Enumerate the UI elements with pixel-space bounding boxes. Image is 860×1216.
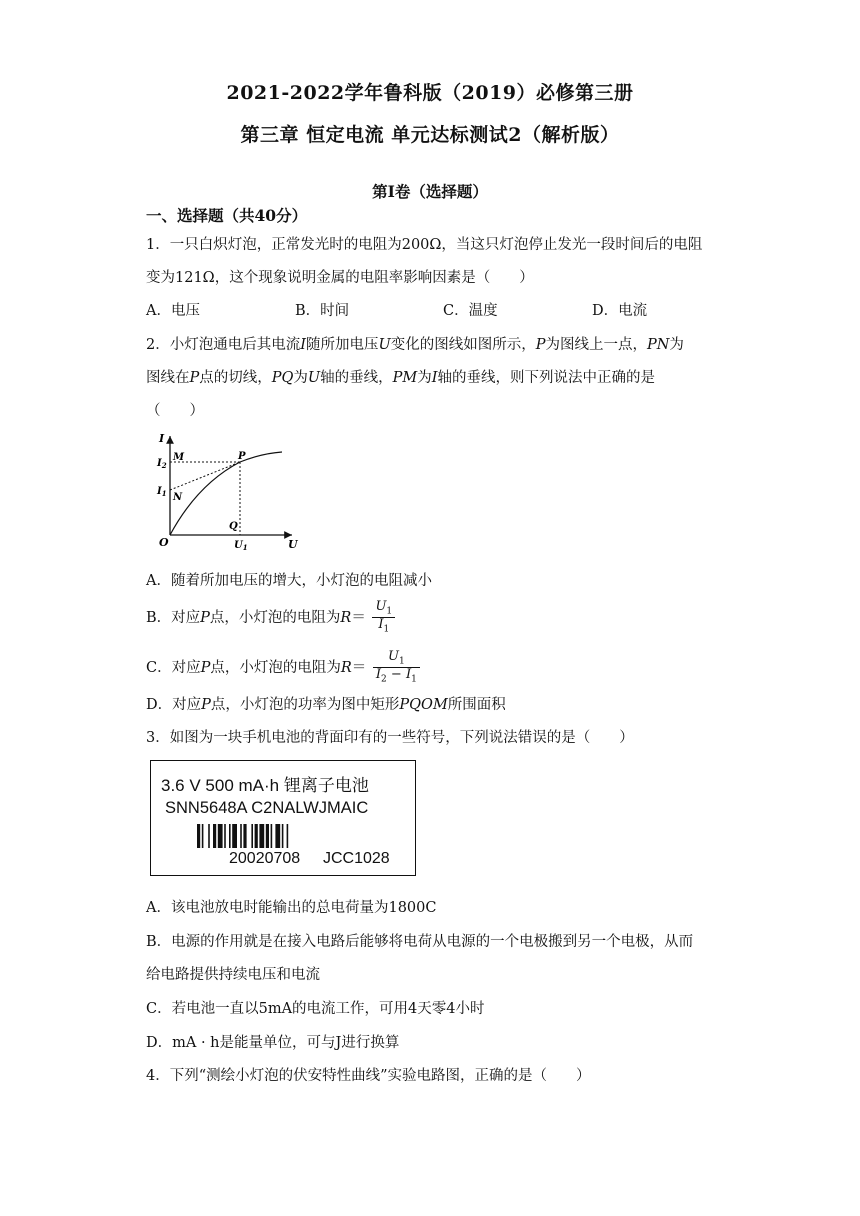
q3-option-a: A．该电池放电时能输出的总电荷量为1800C [146, 900, 437, 916]
q3-option-c: C．若电池一直以5mA的电流工作，可用4天零4小时 [146, 1001, 485, 1017]
tick-label-i2: $I_2$ [157, 458, 167, 470]
q1-line1: 1．一只白炽灯泡，正常发光时的电阻为200Ω，当这只灯泡停止发光一段时间后的电阻 [146, 237, 703, 253]
origin-label: O [159, 536, 169, 549]
point-m-label: M [173, 452, 185, 463]
barcode-bar [229, 824, 231, 848]
barcode-bar [251, 824, 253, 848]
q3-option-b-line2: 给电路提供持续电压和电流 [146, 967, 320, 983]
q2-line1: 2．小灯泡通电后其电流I随所加电压U变化的图线如图所示，P为图线上一点，PN为 [146, 337, 684, 353]
axis-label-i: I [159, 432, 165, 445]
doc-title: 2021-2022学年鲁科版（2019）必修第三册 [226, 82, 634, 104]
barcode-bar [213, 824, 216, 848]
q1-option-d: D．电流 [592, 303, 648, 319]
battery-label-row1: 3.6 V 500 mA·h 锂离子电池 [161, 776, 369, 795]
q1-option-a: A．电压 [146, 303, 200, 319]
battery-label-code: JCC1028 [323, 850, 390, 867]
q2-option-a: A．随着所加电压的增大，小灯泡的电阻减小 [146, 573, 432, 589]
section-heading: 一、选择题（共40分） [146, 206, 308, 225]
barcode-bar [287, 824, 289, 848]
axis-label-u: U [288, 538, 298, 551]
point-n-label: N [173, 492, 183, 503]
barcode-bar [266, 824, 269, 848]
barcode-bar [208, 824, 210, 848]
battery-label-row2: SNN5648A C2NALWJMAIC [165, 799, 369, 817]
fraction-u1-i1: $\frac{U_1}{I_1}$ [372, 600, 395, 636]
barcode-bar [218, 824, 223, 848]
barcode-bar [259, 824, 264, 848]
point-q-label: Q [229, 521, 238, 532]
q3-stem: 3．如图为一块手机电池的背面印有的一些符号，下列说法错误的是（ ） [146, 730, 634, 746]
q1-option-b: B．时间 [295, 303, 350, 319]
battery-label [150, 760, 416, 876]
barcode-bar [224, 824, 226, 848]
barcode-bar [271, 824, 273, 848]
barcode-bar [243, 824, 246, 848]
q3-option-d: D．mA · h是能量单位，可与J进行换算 [146, 1035, 400, 1051]
q2-line2: 图线在P点的切线，PQ为U轴的垂线，PM为I轴的垂线，则下列说法中正确的是 [146, 370, 655, 386]
barcode-bar [197, 824, 200, 848]
tick-label-u1: $U_1$ [234, 540, 248, 552]
barcode [197, 824, 357, 852]
doc-subtitle: 第三章 恒定电流 单元达标测试2（解析版） [240, 124, 620, 146]
q1-line2: 变为121Ω，这个现象说明金属的电阻率影响因素是（ ） [146, 270, 534, 286]
volume-heading: 第Ⅰ卷（选择题） [372, 182, 488, 201]
point-p-label: P [238, 451, 246, 462]
iu-curve [170, 452, 282, 535]
barcode-bar [240, 824, 242, 848]
tick-label-i1: $I_1$ [157, 486, 167, 498]
q3-option-b-line1: B．电源的作用就是在接入电路后能够将电荷从电源的一个电极搬到另一个电极，从而 [146, 934, 694, 950]
barcode-bar [275, 824, 280, 848]
barcode-bar [232, 824, 237, 848]
q2-option-c: C．对应P点，小灯泡的电阻为R＝ $\frac{U_1}{I_2 - I_1}$ [146, 650, 422, 686]
barcode-bar [202, 824, 204, 848]
battery-label-date: 20020708 [229, 850, 301, 867]
fraction-u1-i2-minus-i1: $\frac{U_1}{I_2 - I_1}$ [373, 650, 420, 686]
iu-graph [150, 428, 310, 552]
tangent-pn [170, 462, 240, 490]
q2-line3: （ ） [146, 403, 204, 419]
q1-option-c: C．温度 [443, 303, 498, 319]
barcode-bar [255, 824, 258, 848]
q2-option-b: B．对应P点，小灯泡的电阻为R＝ $\frac{U_1}{I_1}$ [146, 600, 397, 636]
barcode-bar [282, 824, 284, 848]
q2-option-d: D．对应P点，小灯泡的功率为图中矩形PQOM所围面积 [146, 697, 506, 713]
q4-stem: 4．下列“测绘小灯泡的伏安特性曲线”实验电路图，正确的是（ ） [146, 1068, 591, 1084]
